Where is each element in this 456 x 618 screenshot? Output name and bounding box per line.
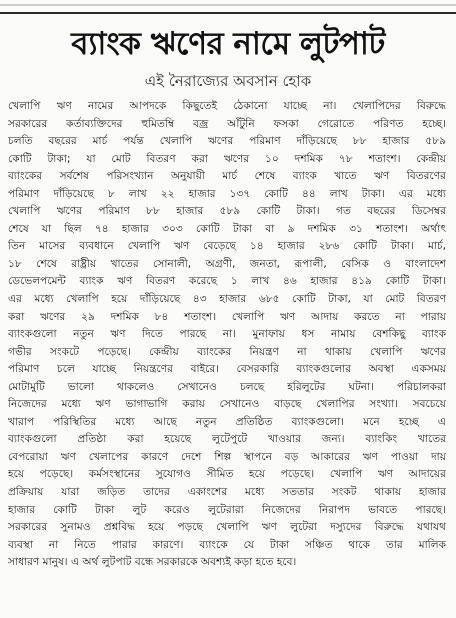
article-line: ব্যাংকগুলো প্রতিষ্ঠা করা হয়েছে লুটেপুটে খাওয়ার জন্য। ব্যাংকিং খাতের [8, 433, 446, 446]
article-line: ডেভেলপমেন্ট ব্যাংক ঋণ বিতরণ করেছে ১ লাখ ৪৬ হাজার ৪১৯ কোটি টাকা। [8, 275, 446, 288]
article-line: সরকারের সুনামও প্রশ্নবিদ্ধ হয়ে পড়ছে খেলাপি ঋণ লুটেরা দস্যুদের বিরুদ্ধে যথাযথ [8, 521, 446, 534]
article-line: প্রক্রিয়ায় যারা জড়িত তাদের একাংশের মধ্যে সততার সংকট থাকায় হাজার [8, 486, 446, 499]
article-line: শেষে যা ছিল ৭৪ হাজার ৩০৩ কোটি টাকা বা ৯ দশমিক ৩১ শতাংশ। অর্থাৎ [8, 222, 446, 235]
article-line: মোটামুটি ভালো থাকলেও সেখানেও চলছে হরিলুটের ঘটনা। পরিচালকরা [8, 380, 446, 393]
subheadline: এই নৈরাজ্যের অবসান হোক [144, 72, 312, 90]
article-line: এর মধ্যে খেলাপি হয়ে দাঁড়িয়েছে ৪৩ হাজার ৬৮৫ কোটি টাকা, যা মোট বিতরণ [8, 293, 446, 306]
article-line: ব্যাংকগুলো নতুন ঋণ দিতে পারছে না। মুনাফায় ধস নামায় বেশকিছু ব্যাংক [8, 328, 446, 341]
article-body [8, 98, 446, 572]
article-line: পরিমাণ চলে যাচ্ছে নিয়ন্ত্রণের বাইরে। বেসরকারি ব্যাংকগুলোর অবস্থা একসময় [8, 363, 446, 376]
article-line: খেলাপি ঋণের পরিমাণ ৮৮ হাজার ৫৮৯ কোটি টাকা। গত বছরের ডিসেম্বর [8, 205, 446, 218]
headline: ব্যাংক ঋণের নামে লুটপাট [71, 26, 385, 62]
article-line: চলতি বছরের মার্চ পর্যন্ত খেলাপি ঋণের পরিমাণ দাঁড়িয়েছে ৮৮ হাজার ৫৮৯ [8, 135, 446, 148]
article-line: তিন মাসের ব্যবধানে খেলাপি ঋণ বেড়েছে ১৪ হাজার ২৮৬ কোটি টাকা। মার্চ, [8, 240, 446, 253]
article-line: পরিমাণ দাঁড়িয়েছে ৮ লাখ ২২ হাজার ১৩৭ কোটি ৪৪ লাখ টাকা। এর মধ্যে [8, 187, 446, 200]
article-line: নিজেদের মধ্যে ঋণ ভাগাভাগি করায় সেখানেও বাড়ছে খেলাপির সংখ্যা। সবচেয়ে [8, 398, 446, 411]
article-line: করা ঋণের ২৯ দশমিক ৮৪ শতাংশ। খেলাপি ঋণ আদায় করতে না পারায় [8, 310, 446, 323]
article-line: খেলাপি ঋণ নামের আপদকে কিছুতেই ঠেকানো যাচ্ছে না। খেলাপিদের বিরুদ্ধে [8, 100, 446, 112]
top-border-dark [0, 12, 456, 14]
article-line: গভীর সংকটে পড়েছে। কেন্দ্রীয় ব্যাংকের নিয়ন্ত্রণ না থাকায় খেলাপি ঋণের [8, 345, 446, 358]
article-line: বেপরোয়া ঋণ খেলাপের কারণে দেশে শিল্প স্থাপনে বড় আকারের ঋণ পাওয়া দায় [8, 450, 446, 463]
article-line: হয়ে পড়েছে। কর্মসংস্থানের সুযোগও সীমিত হয়ে পড়েছে। খেলাপি ঋণ আদায়ের [8, 468, 446, 481]
article-line: ১৮ শেষে রাষ্ট্রীয় খাতের সোনালী, অগ্রণী, জনতা, রূপালী, বেসিক ও বাংলাদেশ [8, 257, 446, 270]
article-line: কোটি টাকা; যা মোট বিতরণ করা ঋণের ১০ দশমিক ৭৮ শতাংশ। কেন্দ্রীয় [8, 152, 446, 165]
article-line: ব্যবস্থা না নিতে পারার কারণে। ব্যাংকে যে টাকা সঞ্চিত থাকে তার মালিক [8, 538, 446, 551]
article-line: সরকারের কর্তাব্যক্তিদের হুমিতম্বি বজ্র আঁটুনি ফসকা গেরোতে পরিণত হচ্ছে। [8, 117, 446, 130]
article-line: সাধারণ মানুষ। এ অর্থ লুটপাট বন্ধে সরকারকে অবশ্যই কড়া হতে হবে। [8, 556, 297, 569]
top-border-light [0, 4, 456, 6]
article-line: হাজার কোটি টাকা লুট করেও লুটেরারা নিজেদের নিরাপদ ভাবতে পারছে। [8, 503, 446, 516]
article-line: ব্যাংকের সর্বশেষ পরিসংখ্যান অনুযায়ী মার্চ শেষে ব্যাংক খাতে ঋণ বিতরণের [8, 170, 446, 183]
article-line: খারাপ পরিস্থিতির মধ্যে আছে নতুন প্রতিষ্ঠিত ব্যাংকগুলো। মনে হচ্ছে এ [8, 415, 446, 428]
